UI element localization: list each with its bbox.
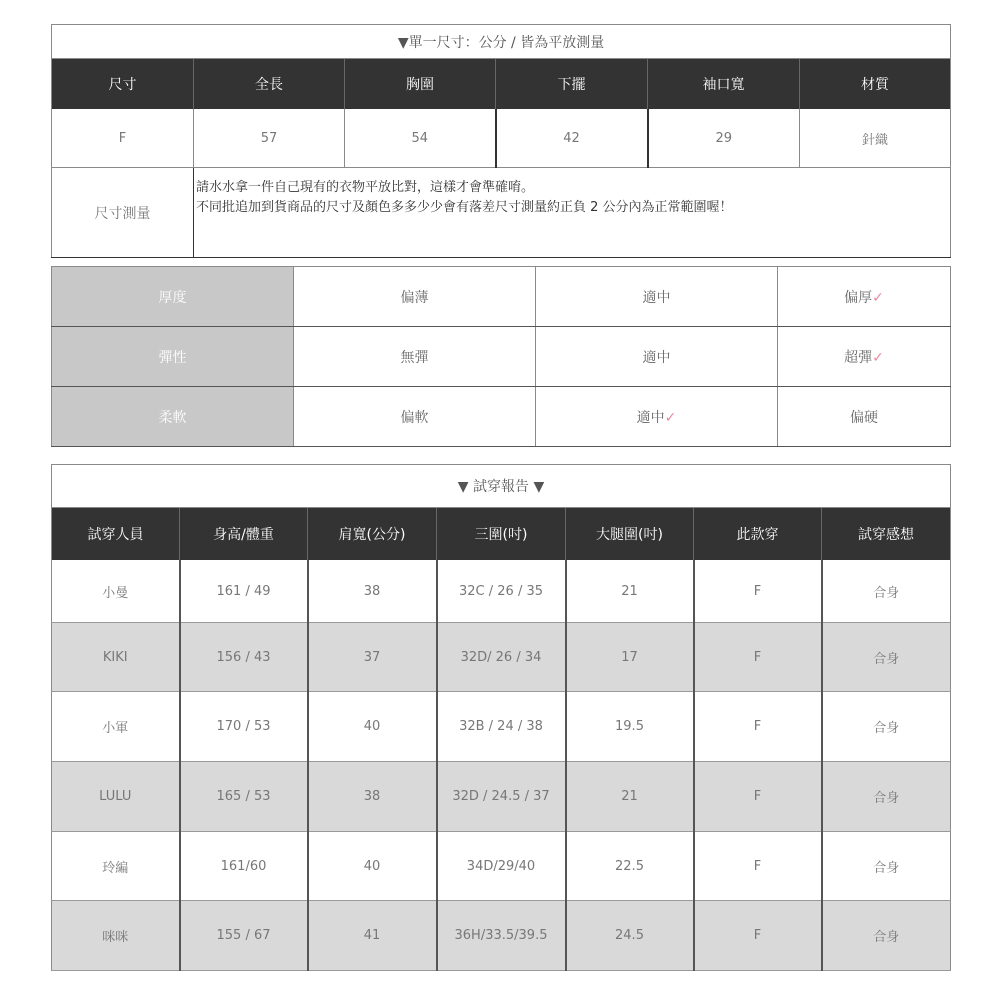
chest-value: 54 [345, 109, 496, 168]
hem-value: 42 [496, 109, 648, 168]
height-weight: 165 / 53 [180, 762, 308, 832]
height-weight: 156 / 43 [180, 623, 308, 692]
size-value: F [52, 109, 194, 168]
table-row [52, 832, 951, 901]
worn-size: F [694, 560, 822, 623]
height-weight: 170 / 53 [180, 692, 308, 762]
check-icon: ✓ [872, 289, 884, 306]
body-measurements: 32D / 24.5 / 37 [437, 762, 566, 832]
thigh: 22.5 [566, 832, 694, 901]
feel-option: 適中 [536, 327, 778, 387]
table-row [52, 692, 951, 762]
fitting-report-table [51, 464, 951, 971]
measurement-note [194, 168, 951, 258]
tester-name: LULU [52, 762, 180, 832]
fit-impression: 合身 [822, 623, 951, 692]
feel-option: 無彈 [294, 327, 536, 387]
tester-name: 小軍 [52, 692, 180, 762]
shoulder-width: 40 [308, 832, 437, 901]
height-weight: 155 / 67 [180, 901, 308, 971]
impression-header: 試穿感想 [822, 508, 951, 561]
feel-option-selected: 適中✓ [536, 387, 778, 447]
size-header: 尺寸 [52, 59, 194, 110]
feel-option: 偏硬 [778, 387, 951, 447]
feel-option: 偏薄 [294, 267, 536, 327]
body-measurements: 32B / 24 / 38 [437, 692, 566, 762]
check-icon: ✓ [664, 409, 677, 426]
material-value: 針織 [800, 109, 951, 168]
thigh: 24.5 [566, 901, 694, 971]
height-weight: 161 / 49 [180, 560, 308, 623]
thickness-label: 厚度 [52, 267, 294, 327]
feel-row-elasticity [52, 327, 951, 387]
table-row [52, 762, 951, 832]
fabric-feel-table [51, 266, 951, 447]
feel-row-thickness [52, 267, 951, 327]
shoulder-width: 38 [308, 560, 437, 623]
thigh: 17 [566, 623, 694, 692]
body-measurements: 34D/29/40 [437, 832, 566, 901]
length-header: 全長 [194, 59, 345, 110]
height-weight: 161/60 [180, 832, 308, 901]
thigh: 21 [566, 762, 694, 832]
feel-option: 適中 [536, 267, 778, 327]
fitting-report-title: ▼ 試穿報告 ▼ [52, 465, 951, 508]
thigh: 19.5 [566, 692, 694, 762]
tester-header: 試穿人員 [52, 508, 180, 561]
material-header: 材質 [800, 59, 951, 110]
shoulder-width: 38 [308, 762, 437, 832]
height-weight-header: 身高/體重 [180, 508, 308, 561]
worn-size: F [694, 623, 822, 692]
worn-size: F [694, 692, 822, 762]
body-measurements: 32C / 26 / 35 [437, 560, 566, 623]
size-chart-title: ▼單一尺寸：公分 / 皆為平放測量 [52, 25, 951, 59]
body-measurements: 32D/ 26 / 34 [437, 623, 566, 692]
fit-impression: 合身 [822, 901, 951, 971]
fit-impression: 合身 [822, 560, 951, 623]
cuff-header: 袖口寬 [648, 59, 800, 110]
table-row [52, 901, 951, 971]
softness-label: 柔軟 [52, 387, 294, 447]
tester-name: KIKI [52, 623, 180, 692]
chest-header: 胸圍 [345, 59, 496, 110]
hem-header: 下擺 [496, 59, 648, 110]
check-icon: ✓ [872, 349, 884, 366]
feel-option-selected: 超彈✓ [778, 327, 951, 387]
measurements-header: 三圍(吋) [437, 508, 566, 561]
feel-option-selected: 偏厚✓ [778, 267, 951, 327]
shoulder-width: 40 [308, 692, 437, 762]
measurement-note-label: 尺寸測量 [52, 168, 194, 258]
cuff-value: 29 [648, 109, 800, 168]
shoulder-width: 41 [308, 901, 437, 971]
table-row [52, 560, 951, 623]
worn-size: F [694, 762, 822, 832]
worn-size: F [694, 901, 822, 971]
worn-size-header: 此款穿 [694, 508, 822, 561]
body-measurements: 36H/33.5/39.5 [437, 901, 566, 971]
length-value: 57 [194, 109, 345, 168]
measurement-note-line: 請水水拿一件自己現有的衣物平放比對，這樣才會準確唷。 [196, 180, 535, 195]
thigh: 21 [566, 560, 694, 623]
measurement-note-line: 不同批追加到貨商品的尺寸及顏色多多少少會有落差尺寸測量約正負 2 公分內為正常範圍喔！ [196, 200, 733, 215]
table-row [52, 623, 951, 692]
fit-impression: 合身 [822, 692, 951, 762]
worn-size: F [694, 832, 822, 901]
thigh-header: 大腿圍(吋) [566, 508, 694, 561]
feel-row-softness [52, 387, 951, 447]
size-chart-table [51, 24, 951, 258]
elasticity-label: 彈性 [52, 327, 294, 387]
shoulder-header: 肩寬(公分) [308, 508, 437, 561]
fit-impression: 合身 [822, 762, 951, 832]
tester-name: 小曼 [52, 560, 180, 623]
feel-option: 偏軟 [294, 387, 536, 447]
tester-name: 咪咪 [52, 901, 180, 971]
shoulder-width: 37 [308, 623, 437, 692]
tester-name: 玲編 [52, 832, 180, 901]
fit-impression: 合身 [822, 832, 951, 901]
